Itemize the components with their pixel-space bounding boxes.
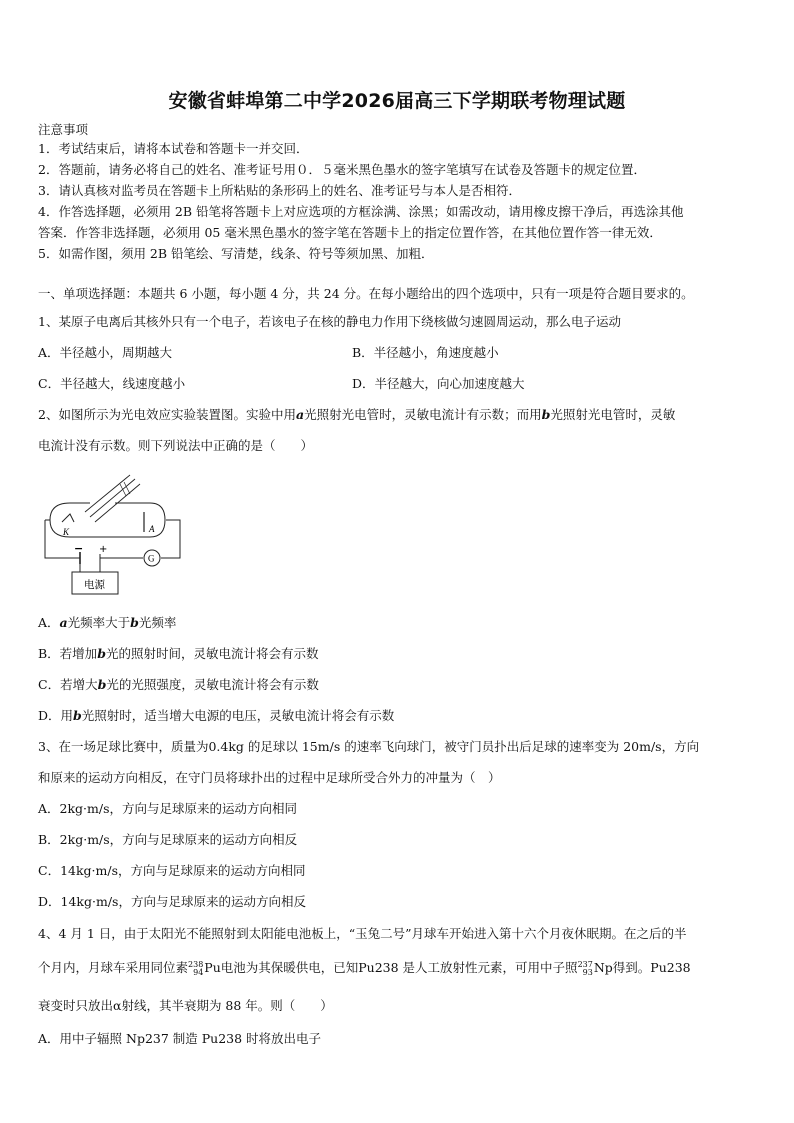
q4-text: 个月内，月球车采用同位素 [38, 960, 189, 975]
var-b: b [97, 646, 106, 661]
np-mass-number: 237 [577, 959, 593, 969]
notice-item: 5．如需作图，须用 2B 铅笔绘、写清楚，线条、符号等须加黑、加粗． [38, 246, 434, 261]
var-b: b [73, 708, 82, 723]
pu-isotope-indices [188, 961, 203, 977]
var-a: a [295, 407, 305, 422]
np-atomic-number: 93 [582, 967, 593, 977]
notice-item: 4．作答选择题，必须用 2B 铅笔将答题卡上对应选项的方框涂满、涂黑；如需改动，请用橡皮擦干净后，再选涂其他 [38, 204, 684, 219]
q2-option-d [38, 707, 756, 725]
page-title: 安徽省蚌埠第二中学2026届高三下学期联考物理试题 [168, 90, 626, 112]
question-4-stem-cont2: 衰变时只放出α射线，其半衰期为 88 年。则（ ） [38, 998, 333, 1013]
np-symbol: Np [593, 960, 613, 975]
light-rays [85, 475, 140, 522]
var-a: a [59, 615, 68, 630]
np-isotope-indices [578, 961, 593, 977]
q3-option-b: B．2kg·m/s，方向与足球原来的运动方向相反 [38, 832, 298, 847]
photoelectric-apparatus-diagram [40, 470, 190, 600]
plus-sign: + [99, 544, 108, 555]
q3-option-a: A．2kg·m/s，方向与足球原来的运动方向相同 [38, 801, 298, 816]
q3-option-d: D．14kg·m/s，方向与足球原来的运动方向相反 [38, 894, 306, 909]
q2-option-text: 光的光照强度，灵敏电流计将会有示数 [106, 677, 319, 692]
q2-option-a [38, 614, 756, 632]
notice-item: 答案．作答非选择题，必须用 05 毫米黑色墨水的签字笔在答题卡上的指定位置作答，在其他位置作答一律无效． [38, 225, 662, 240]
notice-heading: 注意事项 [38, 122, 89, 137]
cathode-plate [62, 514, 74, 522]
q3-option-c: C．14kg·m/s，方向与足球原来的运动方向相同 [38, 863, 306, 878]
q2-option-text: B．若增加 [38, 646, 98, 661]
q4-option-a: A．用中子辐照 Np237 制造 Pu238 时将放出电子 [38, 1031, 322, 1046]
q1-option-d-text: D．半径越大，向心加速度越大 [352, 376, 525, 391]
q2-text: 2、如图所示为光电效应实验装置图。实验中用 [38, 407, 296, 422]
question-2-stem [38, 406, 756, 424]
pu-symbol: Pu [204, 960, 221, 975]
q2-option-text: 光的照射时间，灵敏电流计将会有示数 [105, 646, 319, 661]
q2-option-text: D．用 [38, 708, 74, 723]
section-heading: 一、单项选择题：本题共 6 小题，每小题 4 分，共 24 分。在每小题给出的四个选项中，只有一项是符合题目要求的。 [38, 286, 694, 301]
notice-item: 2．答题前，请务必将自己的姓名、准考证号用０．５毫米黑色墨水的签字笔填写在试卷及答题卡的规定位置． [38, 162, 646, 177]
q2-option-text: 光照射时，适当增大电源的电压，灵敏电流计将会有示数 [81, 708, 395, 723]
question-4-stem-cont [38, 959, 756, 977]
notice-item: 1．考试结束后，请将本试卷和答题卡一并交回． [38, 141, 309, 156]
q1-option-a [38, 344, 756, 362]
var-b: b [97, 677, 107, 692]
pu-atomic-number: 94 [193, 967, 204, 977]
pu-mass-number: 238 [188, 959, 204, 969]
cathode-label: K [63, 527, 70, 537]
q1-option-a-text: A．半径越小，周期越大 [38, 345, 173, 360]
question-2-stem-cont: 电流计没有示数。则下列说法中正确的是（ ） [38, 438, 314, 453]
q2-option-text: 光频率 [138, 615, 177, 630]
question-1-stem: 1、某原子电离后其核外只有一个电子，若该电子在核的静电力作用下绕核做匀速圆周运动，那么电子运动 [38, 314, 621, 329]
power-source-label: 电源 [84, 579, 105, 591]
var-b: b [541, 407, 551, 422]
anode-label: A [149, 524, 155, 534]
question-4-stem: 4、4 月 1 日，由于太阳光不能照射到太阳能电池板上，“玉兔二号”月球车开始进入第十六个月夜休眠期。在之后的半 [38, 926, 687, 941]
circuit-wire [45, 520, 180, 558]
notice-item: 3．请认真核对监考员在答题卡上所粘贴的条形码上的姓名、准考证号与本人是否相符． [38, 183, 521, 198]
q2-option-b [38, 645, 756, 663]
var-b: b [130, 615, 139, 630]
q2-text: 光照射光电管时，灵敏电流计有示数；而用 [304, 407, 542, 422]
q2-option-text: C．若增大 [38, 677, 98, 692]
question-3-stem-cont: 和原来的运动方向相反，在守门员将球扑出的过程中足球所受合外力的冲量为（ ） [38, 770, 501, 785]
circuit-wire [80, 562, 100, 572]
q1-option-b-text: B．半径越小，角速度越小 [352, 345, 499, 360]
q2-text: 光照射光电管时，灵敏 [550, 407, 676, 422]
q2-option-text: 光频率大于 [67, 615, 131, 630]
q4-text: 得到。Pu238 [612, 960, 691, 975]
q2-option-c [38, 676, 756, 694]
question-3-stem: 3、在一场足球比赛中，质量为0.4kg 的足球以 15m/s 的速率飞向球门，被守门员扑出后足球的速率变为 20m/s，方向 [38, 739, 700, 754]
minus-sign: − [74, 542, 84, 555]
q1-option-c-text: C．半径越大，线速度越小 [38, 376, 186, 391]
q4-text: 电池为其保暖供电，已知Pu238 是人工放射性元素，可用中子照 [220, 960, 578, 975]
q1-option-c [38, 375, 756, 393]
galvanometer-label: G [148, 553, 155, 564]
q2-option-text: A． [38, 615, 60, 630]
